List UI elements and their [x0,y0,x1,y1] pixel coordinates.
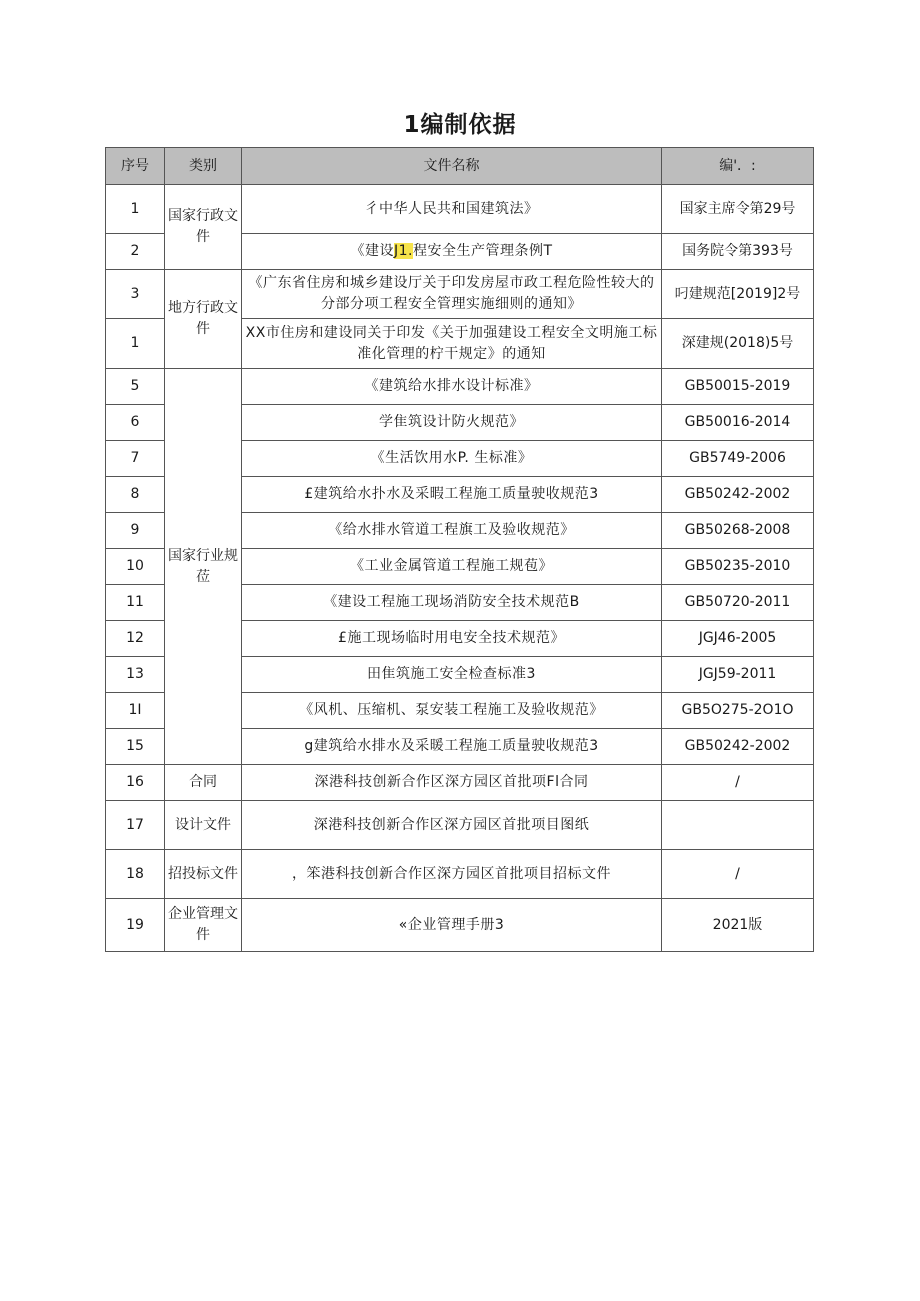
row-name: 深港科技创新合作区深方园区首批项目图纸 [242,801,662,850]
row-no: 12 [106,621,165,657]
table-header-row [106,148,814,185]
row-code: GB5749-2006 [662,441,814,477]
row-code: GB50268-2008 [662,513,814,549]
category-national-admin: 国家行政文件 [165,185,242,270]
row-name-part: 程安全生产管理条例T [412,243,553,259]
row-name: XX市住房和建设同关于印发《关于加强建设工程安全文明施工标准化管理的柠干规定》的通知 [242,319,662,369]
header-no: 序号 [106,148,165,185]
row-no: 18 [106,850,165,899]
row-code: GB50242-2002 [662,477,814,513]
row-code: JGJ46-2005 [662,621,814,657]
document-title: 1编制依据 [403,112,517,138]
row-name: ，笨港科技创新合作区深方园区首批项目招标文件 [242,850,662,899]
table-row [106,899,814,952]
table-row [106,765,814,801]
row-name: «企业管理手册3 [242,899,662,952]
row-name: £施工现场临时用电安全技术规范》 [242,621,662,657]
table-row [106,369,814,405]
row-no: 2 [106,234,165,270]
category-national-norms: 国家行业规莅 [165,369,242,765]
category-local-admin: 地方行政文件 [165,270,242,369]
row-no: 3 [106,270,165,319]
row-name: 《工业金属管道工程施工规苞》 [242,549,662,585]
table-row [106,185,814,234]
row-no: 1 [106,185,165,234]
row-code: GB5O275-2O1O [662,693,814,729]
row-no: 8 [106,477,165,513]
category-design: 设计文件 [165,801,242,850]
table-row [106,270,814,319]
row-code: GB50235-2010 [662,549,814,585]
row-name: 《风机、压缩机、泵安装工程施工及验收规范》 [242,693,662,729]
row-name: 《建筑给水排水设计标准》 [242,369,662,405]
row-no: 5 [106,369,165,405]
row-name: 《广东省住房和城乡建设厅关于印发房屋市政工程危险性较大的分部分项工程安全管理实施细则的通知》 [242,270,662,319]
row-code: GB50015-2019 [662,369,814,405]
row-name: £建筑给水扑水及采暇工程施工质量驶收规范3 [242,477,662,513]
row-name: 《给水排水管道工程旗工及验收规范》 [242,513,662,549]
row-code [662,801,814,850]
row-no: 10 [106,549,165,585]
header-name: 文件名称 [242,148,662,185]
table-row [106,801,814,850]
row-no: 1 [106,319,165,369]
row-no: 17 [106,801,165,850]
row-name: 《建设工程施工现场消防安全技术规范B [242,585,662,621]
row-no: 19 [106,899,165,952]
table-row [106,850,814,899]
row-name: 田隹筑施工安全检查标准3 [242,657,662,693]
row-code: 叼建规范[2019]2号 [662,270,814,319]
row-no: 13 [106,657,165,693]
row-code: JGJ59-2011 [662,657,814,693]
row-name: 《生活饮用水P. 生标准》 [242,441,662,477]
row-no: 1I [106,693,165,729]
category-enterprise: 企业管理文件 [165,899,242,952]
row-code: 深建规(2018)5号 [662,319,814,369]
row-code: 2021版 [662,899,814,952]
row-name: g建筑给水排水及采暖工程施工质量驶收规范3 [242,729,662,765]
row-name: 学隹筑设计防火规范》 [242,405,662,441]
category-contract: 合同 [165,765,242,801]
basis-table [105,147,814,952]
category-tender: 招投标文件 [165,850,242,899]
highlighted-text: J1. [393,243,413,259]
row-no: 16 [106,765,165,801]
row-no: 9 [106,513,165,549]
row-code: GB50016-2014 [662,405,814,441]
header-category: 类别 [165,148,242,185]
row-no: 15 [106,729,165,765]
row-code: GB50720-2011 [662,585,814,621]
row-no: 11 [106,585,165,621]
row-no: 7 [106,441,165,477]
row-code: GB50242-2002 [662,729,814,765]
row-code: / [662,765,814,801]
row-name: 彳中华人民共和国建筑法》 [242,185,662,234]
header-code: 编'．: [662,148,814,185]
row-name: 深港科技创新合作区深方园区首批项Fl合同 [242,765,662,801]
row-name-part: 《建设 [350,243,394,259]
row-code: 国家主席令第29号 [662,185,814,234]
row-code: / [662,850,814,899]
row-code: 国务院令第393号 [662,234,814,270]
row-name [242,234,662,270]
row-no: 6 [106,405,165,441]
